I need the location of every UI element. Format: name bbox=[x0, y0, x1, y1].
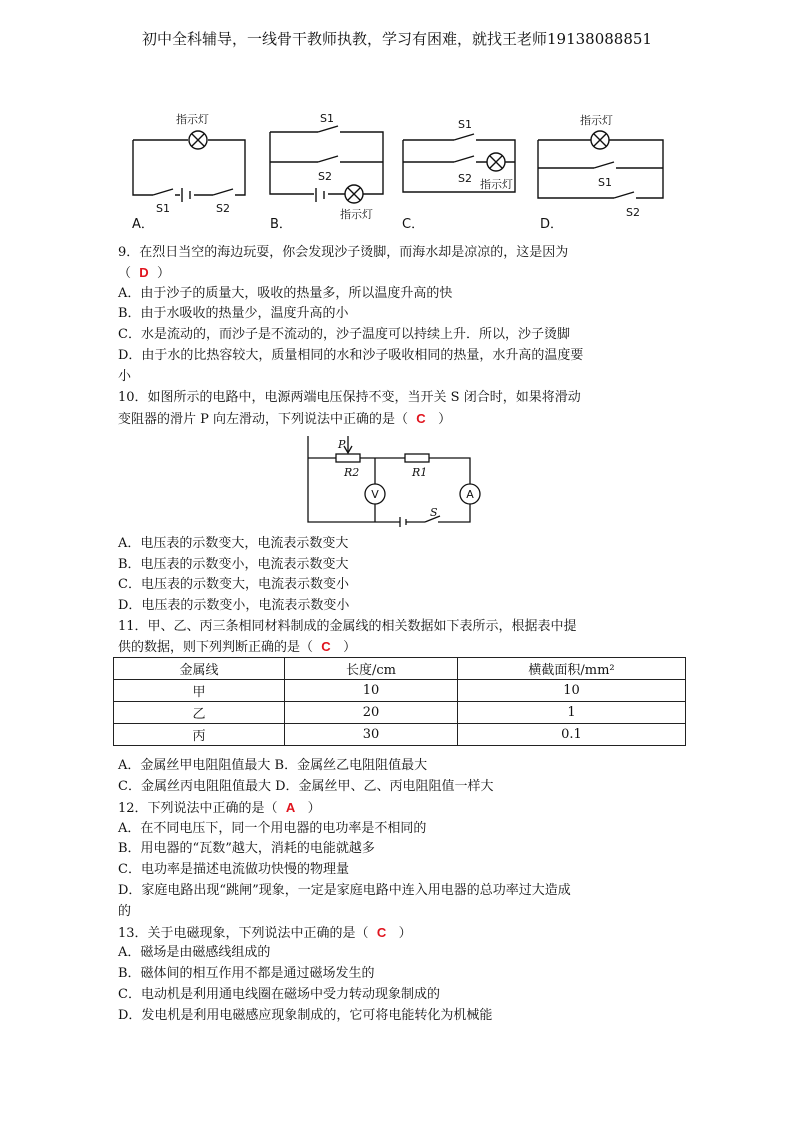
s2-label-d: S2 bbox=[626, 206, 640, 219]
q11-option-ab: A．金属丝甲电阻阻值最大 B．金属丝乙电阻阻值最大 bbox=[118, 758, 428, 773]
q11-answer: C bbox=[321, 639, 331, 654]
option-label-d: D． bbox=[540, 217, 564, 232]
q10-option-b: B．电压表的示数变小，电流表示数变大 bbox=[118, 557, 349, 572]
q10-paren-close: ） bbox=[438, 412, 452, 427]
table-cell: 10 bbox=[285, 680, 458, 702]
q12-paren-close: ） bbox=[307, 801, 321, 816]
s2-label-c: S2 bbox=[458, 172, 472, 185]
q13-option-d: D．发电机是利用电磁感应现象制成的，它可将电能转化为机械能 bbox=[118, 1008, 493, 1023]
s1-label-d: S1 bbox=[598, 176, 612, 189]
s1-label-a: S1 bbox=[156, 202, 170, 215]
q13-paren-close: ） bbox=[398, 926, 412, 941]
circuit-diagrams-svg bbox=[118, 110, 678, 235]
option-label-c: C． bbox=[402, 217, 425, 232]
q12-option-d-cont: 的 bbox=[118, 904, 132, 919]
q10-option-c: C．电压表的示数变大，电流表示数变小 bbox=[118, 577, 349, 592]
q9-answer: D bbox=[139, 265, 149, 280]
lamp-label-c: 指示灯 bbox=[480, 178, 513, 191]
q12-option-b: B．用电器的“瓦数”越大，消耗的电能就越多 bbox=[118, 841, 375, 856]
table-header-cell: 长度/cm bbox=[285, 658, 458, 680]
table-row bbox=[114, 680, 686, 702]
option-label-a: A． bbox=[132, 217, 154, 232]
q10-r2-label: R2 bbox=[344, 466, 360, 479]
q10-circuit-figure bbox=[300, 432, 490, 530]
q9-option-b: B．由于水吸收的热量少，温度升高的小 bbox=[118, 306, 349, 321]
table-header-row bbox=[114, 658, 686, 680]
q10-voltmeter-label: V bbox=[371, 488, 379, 501]
q13-stem-line bbox=[118, 924, 412, 943]
q9-option-d: D．由于水的比热容较大，质量相同的水和沙子吸收相同的热量，水升高的温度要 bbox=[118, 348, 584, 363]
option-label-b: B． bbox=[270, 217, 292, 232]
s1-label-c: S1 bbox=[458, 118, 472, 131]
q10-stem-2 bbox=[118, 410, 451, 429]
q11-option-cd: C．金属丝丙电阻阻值最大 D．金属丝甲、乙、丙电阻阻值一样大 bbox=[118, 779, 494, 794]
q12-stem-line bbox=[118, 799, 321, 818]
circuit-diagrams bbox=[118, 110, 678, 235]
q9-paren-close: ） bbox=[156, 266, 170, 281]
table-row bbox=[114, 702, 686, 724]
q10-r1-label: R1 bbox=[412, 466, 428, 479]
q11-stem-2-text: 供的数据，则下列判断正确的是（ bbox=[118, 640, 314, 655]
q12-stem: 12．下列说法中正确的是（ bbox=[118, 801, 278, 816]
lamp-label-b: 指示灯 bbox=[340, 208, 373, 221]
q12-option-a: A．在不同电压下，同一个用电器的电功率是不相同的 bbox=[118, 821, 427, 836]
q9-answer-line bbox=[118, 264, 170, 283]
q12-answer: A bbox=[285, 800, 296, 815]
table-cell: 乙 bbox=[114, 702, 285, 724]
q10-stem-1: 10．如图所示的电路中，电源两端电压保持不变，当开关 S 闭合时，如果将滑动 bbox=[118, 390, 581, 405]
q13-stem: 13．关于电磁现象，下列说法中正确的是（ bbox=[118, 926, 369, 941]
q9-stem: 9．在烈日当空的海边玩耍，你会发现沙子烫脚，而海水却是凉凉的，这是因为 bbox=[118, 245, 569, 260]
lamp-label-d: 指示灯 bbox=[580, 114, 613, 127]
q10-stem-2-text: 变阻器的滑片 P 向左滑动，下列说法中正确的是（ bbox=[118, 412, 409, 427]
q11-paren-close: ） bbox=[343, 640, 357, 655]
table-cell: 10 bbox=[458, 680, 686, 702]
table-row bbox=[114, 724, 686, 746]
table-cell: 1 bbox=[458, 702, 686, 724]
q11-stem-2 bbox=[118, 638, 356, 657]
s2-label-a: S2 bbox=[216, 202, 230, 215]
q9-option-c: C．水是流动的，而沙子是不流动的，沙子温度可以持续上升．所以，沙子烫脚 bbox=[118, 327, 570, 342]
lamp-label-a: 指示灯 bbox=[176, 113, 209, 126]
q10-option-d: D．电压表的示数变小，电流表示数变小 bbox=[118, 598, 350, 613]
q9-option-a: A．由于沙子的质量大，吸收的热量多，所以温度升高的快 bbox=[118, 286, 453, 301]
q9-option-d-cont: 小 bbox=[118, 369, 132, 384]
s2-label-b: S2 bbox=[318, 170, 332, 183]
q10-s-label: S bbox=[430, 506, 438, 519]
table-cell: 丙 bbox=[114, 724, 285, 746]
table-header-cell: 横截面积/mm² bbox=[458, 658, 686, 680]
q11-stem-1: 11．甲、乙、丙三条相同材料制成的金属线的相关数据如下表所示，根据表中提 bbox=[118, 619, 577, 634]
q13-option-a: A．磁场是由磁感线组成的 bbox=[118, 945, 271, 960]
q10-option-a: A．电压表的示数变大，电流表示数变大 bbox=[118, 536, 349, 551]
table-cell: 0.1 bbox=[458, 724, 686, 746]
q13-option-c: C．电动机是利用通电线圈在磁场中受力转动现象制成的 bbox=[118, 987, 440, 1002]
q13-answer: C bbox=[376, 925, 387, 940]
q12-option-c: C．电功率是描述电流做功快慢的物理量 bbox=[118, 862, 349, 877]
q12-option-d: D．家庭电路出现“跳闸”现象，一定是家庭电路中连入用电器的总功率过大造成 bbox=[118, 883, 571, 898]
table-cell: 30 bbox=[285, 724, 458, 746]
q10-circuit-svg bbox=[300, 432, 490, 530]
q11-data-table bbox=[113, 657, 686, 746]
s1-label-b: S1 bbox=[320, 112, 334, 125]
table-header-cell: 金属线 bbox=[114, 658, 285, 680]
q10-ammeter-label: A bbox=[466, 488, 474, 501]
q10-p-label: P bbox=[338, 438, 346, 451]
q13-option-b: B．磁体间的相互作用不都是通过磁场发生的 bbox=[118, 966, 375, 981]
q10-answer: C bbox=[416, 411, 426, 426]
q9-paren-open: （ bbox=[118, 266, 132, 281]
table-cell: 甲 bbox=[114, 680, 285, 702]
page-header: 初中全科辅导，一线骨干教师执教，学习有困难，就找王老师19138088851 bbox=[142, 30, 652, 48]
table-cell: 20 bbox=[285, 702, 458, 724]
